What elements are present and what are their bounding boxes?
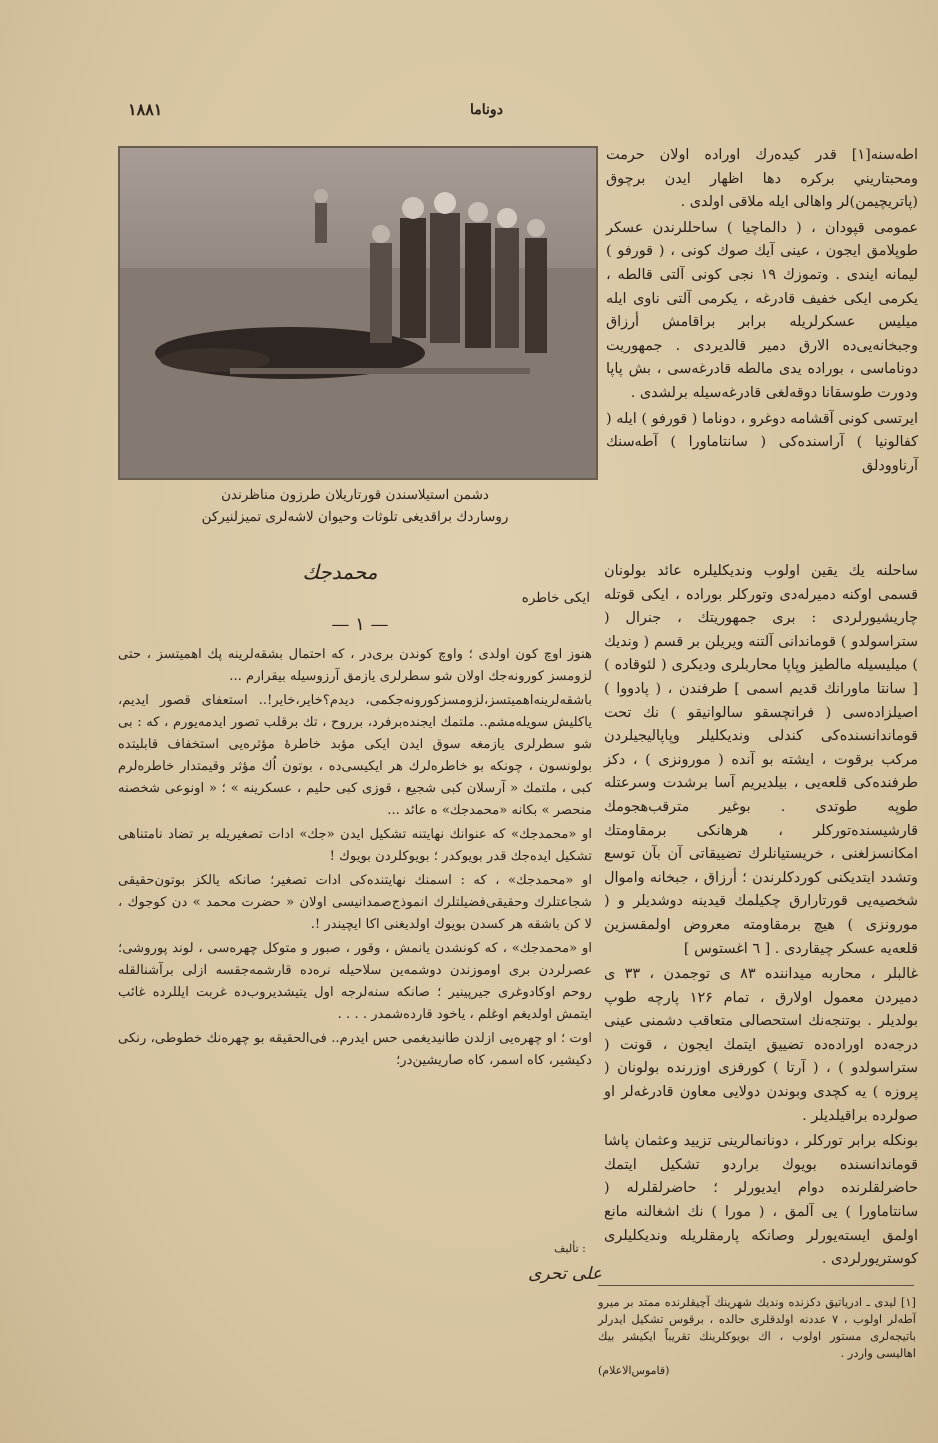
footnote: [598, 1294, 916, 1379]
paragraph: غالبلر ، محاربه میداننده ۸۳ ی توجمدن ، ۳۳ ی دمیردن معمول اولارق ، تمام ۱۲۶ پارچه طوپ بولدیلر . بوتنجه‌نك استحصالی متعاقب دشمنی عینی درجه‌ده اوراده‌ده تضییق ایتمك ایجون ، قونت ( ستراسولدو ) ، ( آرتا ) کورفزی اوزرنده بولونان ( پروزه ) یه کچدی وبوندن دولایی معاون قادرغه‌لر او صولرده براقیلدیلر .: [604, 966, 918, 1124]
journal-title: دوناما: [470, 102, 503, 118]
caption-line: دشمن استیلاسندن قورتاریلان طرزون مناظرندن: [221, 487, 489, 503]
footnote-divider: [598, 1285, 914, 1286]
caption-line: روساردك براقدیغی تلوثات وحیوان لاشه‌لری تمیزلنیرکن: [201, 509, 509, 525]
section-number: — ١ —: [331, 614, 389, 635]
paragraph: اطه‌سنه[١] قدر کیده‌رك اوراده اولان حرمت ومحبتاریني برکره دها اظهار ایدن برچوق (پاتریچیمن)لر واهالی ایله ملاقی اولدی .: [606, 147, 918, 211]
paragraph: او «محمدجك» ، که کونشدن یانمش ، وقور ، صبور و متوکل چهره‌سی ، لوند پوروشی؛ عصرلردن بری اوموزندن دوشمه‌ین سلاحیله نره‌ده قارشمه‌جقسه ازلی برآشنالقله روحم اوکادوغری جیرپینیر ؛ صانکه سنه‌لرجه اول یتیشدیروب‌ده غربت ایللرده غائب ایتمش اولدیغم اوغلم ، یاخود قارده‌شمدر . . . .: [118, 941, 592, 1022]
paragraph: هنوز اوچ کون اولدی ؛ واوچ کوندن بری‌در ، که احتمال بشقه‌لرینه پك اهمیتسز ، حتی لزومسز کورونه‌جك اولان شو سطرلری یازمق آرزوسیله بیقرارم ...: [118, 647, 592, 684]
article-title: ایکی خاطره: [521, 590, 590, 606]
paragraph: اوت ؛ او چهره‌یی ازلدن طانیدیغمی حس ایدرم.. فی‌الحقیقه بو چهره‌نك خطوطی، رنکی دکیشیر، کاه اسمر، کاه صاریشین‌در؛: [118, 1031, 592, 1068]
footnote-source: (قاموس‌الاعلام): [598, 1364, 670, 1377]
left-column: [118, 644, 592, 1074]
photo-caption: [120, 484, 590, 528]
signature-label: تأليف :: [554, 1242, 586, 1255]
article-author: محمدجك: [302, 560, 378, 584]
historical-photo: [118, 146, 598, 480]
signature-name: علی تحری: [528, 1264, 602, 1284]
right-column-upper: [606, 144, 918, 480]
footnote-text: [١] لیدی ـ ادریاتیق دکزنده وندیك شهرینك آچیقلرنده ممتد بر میرو آطه‌لر اولوب ، ۷ عددنه اولدقلری حالده ، برقوس تشکیل ایدرلر باتیجه‌لری مستور اولوب ، اك بویوکلرینك تقریباً ایکیشر بیك اهالیسی واردر .: [598, 1295, 917, 1360]
photo-illustration: [120, 148, 596, 478]
page-number: ١٨٨١: [128, 100, 163, 119]
paragraph: عمومی قپودان ، ( دالماچیا ) ساحللرندن عسکر طوپلامق ایجون ، عینی آیك صوك کونی ، ( قورفو ) لیمانه ایندی . وتموزك ۱۹ نجی کونی آلتی قالطه ، یکرمی ایکی خفیف قادرغه ، یکرمی آلتی ناوی ایله میلیس عسکرلریله برابر براقامش أرزاق وجبخانه‌یی‌ده الارق دمیر قالدیردی . جمهوریت دوناماسی ، بوراده یدی مالطه قادرغه‌سی ، بش پاپا ودورت طوسقانا دوقه‌لغی قادرغه‌سیله برلشدی .: [606, 219, 918, 401]
paragraph: ایرتسی کونی آقشامه دوغرو ، دوناما ( قورفو ) ایله ( کفالونیا ) آراسنده‌کی ( سانتاماورا ) آطه‌سنك آرناوودلق: [606, 410, 918, 474]
paragraph: بونکله برابر تورکلر ، دونانمالرینی تزیید وعثمان پاشا قوماندانسنده بویوك براردو تشکیل ایتمك حاضرلقلرنده دوام ایدیورلر ؛ حاضرلقلرله ( سانتاماورا ) یی آلمق ، ( مورا ) نك اشغالنه مانع اولمق ایسته‌یورلر وصانکه پارمقلریله وندیکلیلری کوستریورلردی .: [604, 1133, 918, 1268]
paragraph: باشقه‌لرینه‌اهمیتسز،لزومسز‌کورونه‌جکمی، دیدم؟خایر،خایر!.. استعفای قصور ایدیم، یاکلیش سویله‌مشم.. ملتمك ایجنده‌برفرد، برروح ، تك برقلب تصور ایدمه‌یورم ، که : بی شو سطرلری یازمغه سوق ایدن ایکی مؤبد خاطرهٔ مؤثره‌یی استخفاف قابلیتده بولونسون ، چونکه بو خاطره‌لرك هر ایکیسی‌ده ، بوتون اُك مؤثر وقیمتدار خاطره‌لرم کبی ، ملتمك « آرسلان کبی شجیع ، قوزی کبی حلیم ، عسکرینه » ؛ « اونوعی شخصنه منحصر » بکانه «محمدجك» ه عائد ...: [118, 693, 592, 818]
right-column-lower: [604, 560, 918, 1274]
paragraph: او «محمدجك» ، که : اسمنك نهایتنده‌کی ادات تصغیر؛ صانکه یالکز بوتون‌حقیقی شجاعتلرك وحقیقی‌فضیلتلرك انموذج‌صمدانیسی اولان « حضرت محمد » دن کوجوك ، لا کن باشقه هر کسدن بویوك اولدیغنی اکا ایچیندر !.: [118, 873, 592, 932]
page-header: [0, 100, 938, 130]
paragraph: ساحلنه یك یقین اولوب وندیکلیلره عائد بولونان قسمی اوکنه دمیرله‌دی وتورکلر بوراده ، ایکی قوتله چاریشیورلردی : بری جمهوریتك ، جنرال ( ستراسولدو ) قوماندانی آلتنه ویریلن بر قسم ( وندیك ) میلیسیله مالطیز وپاپا محاربلری ودیکری ( لئوقاده ) [ سانتا ماورانك قدیم اسمی ] طرفندن ، ( پادووا ) اصیلزاده‌سی ( فرانچسقو سالوانیقو ) نك تحت قوماندانسنده‌کی کندلی وندیکلیلر وپاپالیجیلردن مرکب برقوت ، ایشته بو آنده ( مورونزی ) ، دکز طرفنده‌کی قلعه‌یی ، بیلدیریم آسا برشدت وسرعتله طوپه طوتدی . بوغیر مترقب‌هجومك قارشیسنده‌تورکلر ، هرهانکی برمقاومتك امکانسزلغنی ، خریستیانلرك تضییقاتی آن بآن توسع وتشدد ایتدیکنی کوردکلرندن ؛ أرزاق ، جبخانه واموال شخصیه‌یی قورتارارق چکیلمك قیدینه دوشدیلر و ( مورونزی ) هیچ برمقاومته معروض اولمقسزین قلعه‌یه عسکر چیقاردی . [ ٦ اغستوس ]: [604, 563, 918, 957]
paragraph: او «محمدجك» که عنوانك نهایتنه تشکیل ایدن «جك» ادات تصغیریله بر تضاد نامتناهی تشکیل ایده‌جك قدر بویوكدر ؛ بویوکلردن بویوك !: [118, 827, 592, 864]
